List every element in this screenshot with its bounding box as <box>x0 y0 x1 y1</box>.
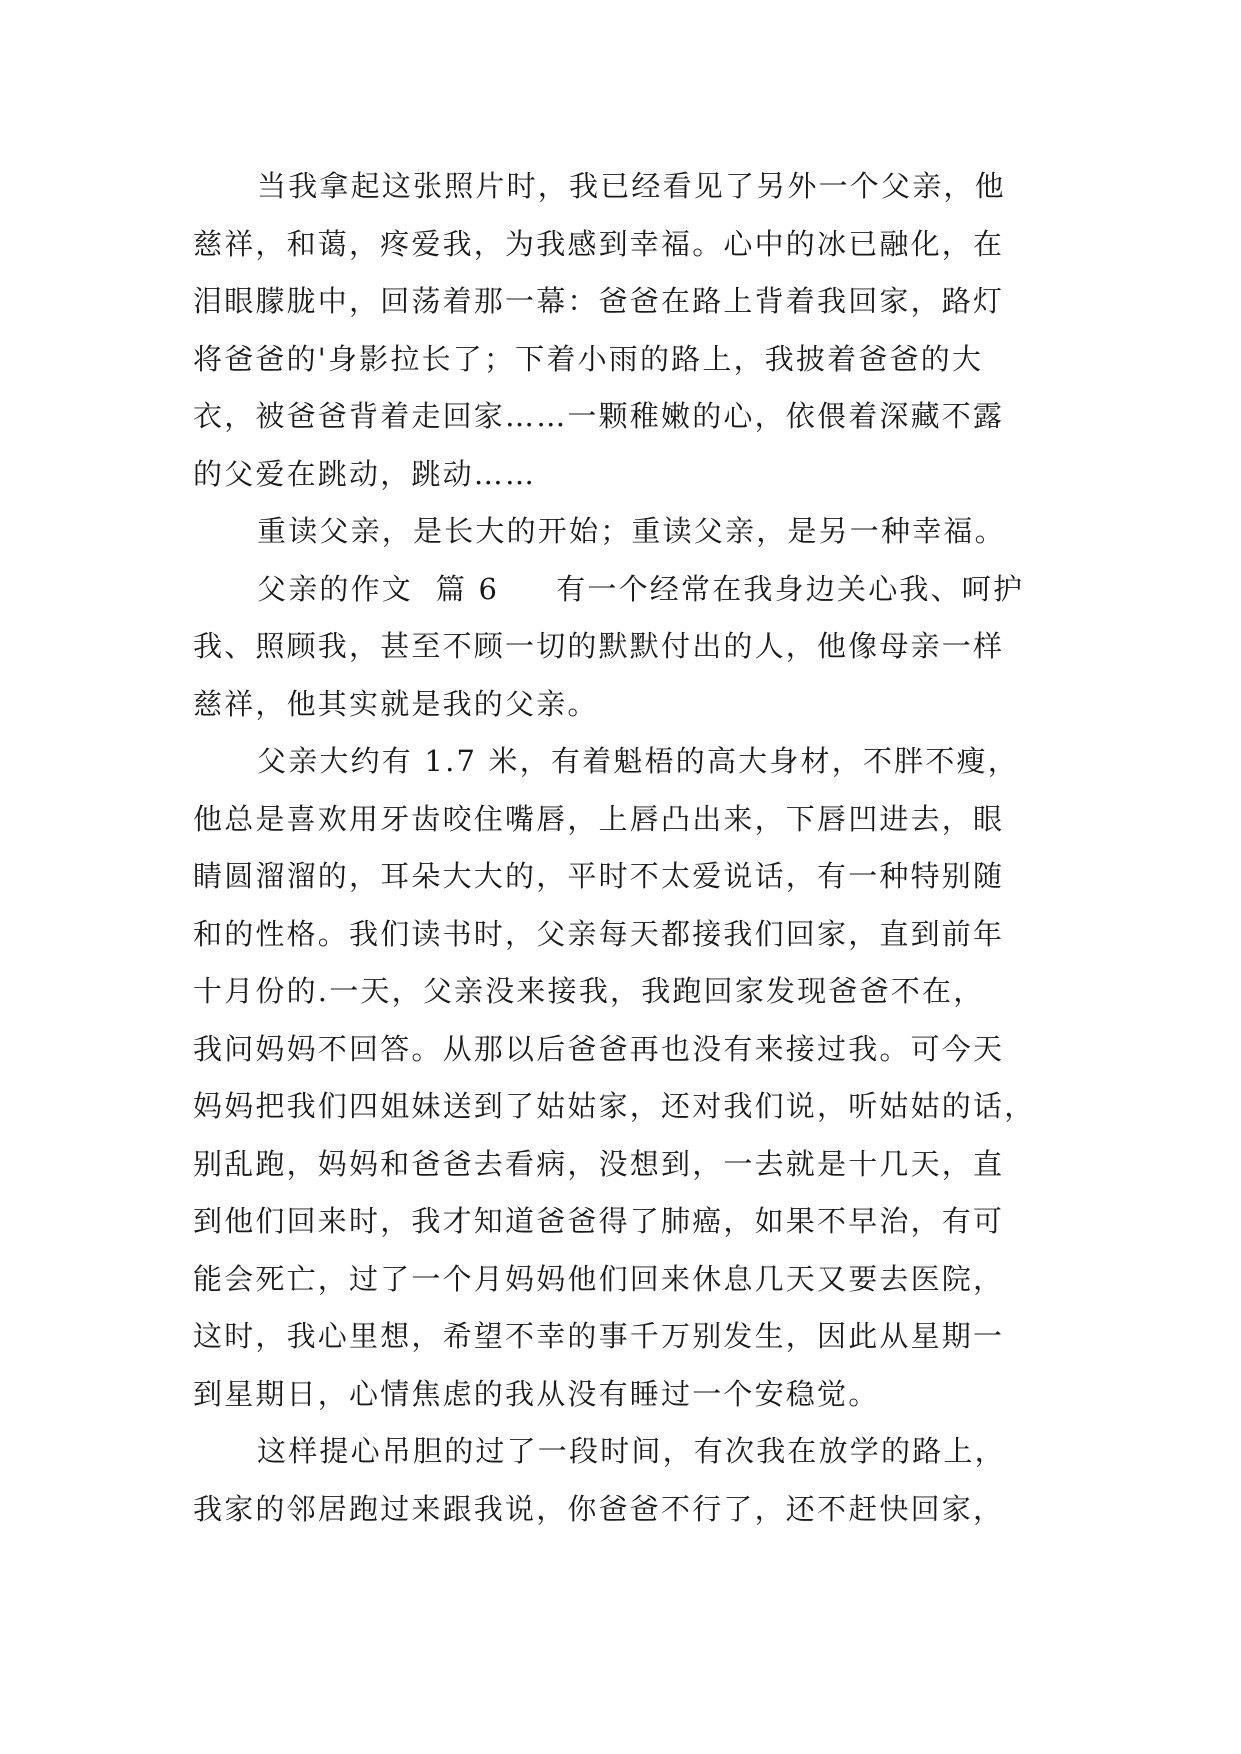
text-line: 将爸爸的'身影拉长了；下着小雨的路上，我披着爸爸的大 <box>193 341 984 376</box>
text-line: 和的性格。我们读书时，父亲每天都接我们回家，直到前年 <box>193 916 1005 951</box>
text-line: 这样提心吊胆的过了一段时间，有次我在放学的路上， <box>257 1434 1006 1468</box>
text-line: 别乱跑，妈妈和爸爸去看病，没想到，一去就是十几天，直 <box>193 1146 1005 1181</box>
text-line: 妈妈把我们四姐妹送到了姑姑家，还对我们说，听姑姑的话， <box>193 1089 1036 1123</box>
text-line: 到星期日，心情焦虑的我从没有睡过一个安稳觉。 <box>193 1376 880 1411</box>
text-line: 泪眼朦胧中，回荡着那一幕：爸爸在路上背着我回家，路灯 <box>193 284 1005 318</box>
text-line: 这时，我心里想，希望不幸的事千万别发生，因此从星期一 <box>193 1319 1005 1353</box>
text-line: 父亲大约有 1.7 米，有着魁梧的高大身材，不胖不瘦， <box>257 744 1019 778</box>
text-line: 能会死亡，过了一个月妈妈他们回来休息几天又要去医院， <box>193 1261 1005 1296</box>
text-line: 当我拿起这张照片时，我已经看见了另外一个父亲，他 <box>257 169 1006 203</box>
text-line: 衣，被爸爸背着走回家……一颗稚嫩的心，依偎着深藏不露 <box>193 399 1005 433</box>
text-line: 我家的邻居跑过来跟我说，你爸爸不行了，还不赶快回家， <box>193 1491 1005 1526</box>
text-line: 十月份的.一天，父亲没来接我，我跑回家发现爸爸不在， <box>193 974 985 1008</box>
text-line: 我问妈妈不回答。从那以后爸爸再也没有来接过我。可今天 <box>193 1031 1005 1066</box>
essay-text <box>193 158 1073 1538</box>
text-line: 的父爱在跳动，跳动…… <box>193 456 537 491</box>
text-line: 睛圆溜溜的，耳朵大大的，平时不太爱说话，有一种特别随 <box>193 859 1005 893</box>
text-line: 慈祥，他其实就是我的父亲。 <box>193 686 599 721</box>
text-line: 到他们回来时，我才知道爸爸得了肺癌，如果不早治，有可 <box>193 1204 1005 1238</box>
text-line: 我、照顾我，甚至不顾一切的默默付出的人，他像母亲一样 <box>193 629 1005 663</box>
section-heading-line: 父亲的作文 篇 6 有一个经常在我身边关心我、呵护 <box>257 571 1025 606</box>
text-line: 他总是喜欢用牙齿咬住嘴唇，上唇凸出来，下唇凹进去，眼 <box>193 801 1005 836</box>
text-line: 重读父亲，是长大的开始；重读父亲，是另一种幸福。 <box>257 514 1006 548</box>
text-line: 慈祥，和蔼，疼爱我，为我感到幸福。心中的冰已融化，在 <box>193 226 1005 261</box>
